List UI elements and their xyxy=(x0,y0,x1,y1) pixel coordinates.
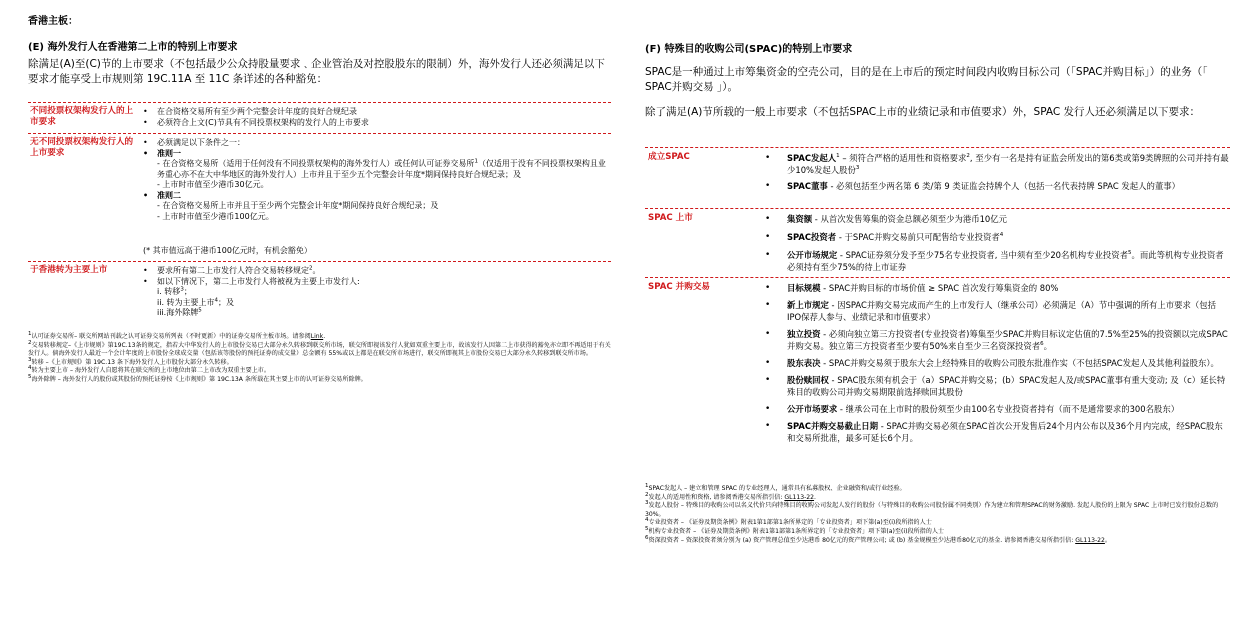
criterion-two-line-1: - 在合资格交易所上市并且于至少两个完整会计年度*期间保持良好合规纪录；及 xyxy=(157,201,439,210)
bullet-item: • 公开市场要求 - 继承公司在上市时的股份须至少由100名专业投资者持有（而不是通常要求的300名股东） xyxy=(765,403,1230,415)
section-e-intro: 除满足(A)至(C)节的上市要求（不包括最少公众持股量要求﹑企业管治及对控股股东的限制）外，海外发行人还必须满足以下要求才能享受上市规则第 19C.11A 至 11C 条详述的各种豁免： xyxy=(28,58,605,85)
footnote: $^1$认可证券交易所– 联交所网站刊载之认可证券交易所列表（不时更新）中的证券交易所主板市场。请参阅Link. xyxy=(28,330,326,340)
row-bullets xyxy=(143,266,611,319)
bullet-item: • 在合资格交易所有至少两个完整会计年度的良好合规纪录 xyxy=(143,107,611,118)
bullet-item: • SPAC投资者 - 于SPAC并购交易前只可配售给专业投资者$^4$ xyxy=(765,231,1230,243)
criterion-two-title: • 准则二 xyxy=(143,191,611,202)
footnote: $^5$海外除牌 – 海外发行人的股份或其股份的预托证券按《上市规则》第 19C.13A 条所载在其主要上市的认可证券交易所除牌。 xyxy=(28,373,367,383)
footnote: $^3$转移 –《上市规则》第 19C.13 条下海外发行人上市股份大部分永久转移。 xyxy=(28,356,233,366)
row-label: 成立SPAC xyxy=(648,152,690,162)
bullet-item: • 公开市场规定 - SPAC证券须分发予至少75名专业投资者, 当中须有至少20名机构专业投资者$^5$。而此等机构专业投资者必须持有至少75%的待上市证券 xyxy=(765,249,1230,273)
section-f-intro-1: SPAC是一种通过上市筹集资金的空壳公司，目的是在上市后的预定时间段内收购目标公司（「SPAC并购目标」）的业务（「 SPAC并购交易 」）。 xyxy=(645,66,1208,93)
bullet-item: • 独立投资 - 必须向独立第三方投资者(专业投资者)筹集至少SPAC并购目标议定估值的7.5%至25%的投资额以完成SPAC并购交易。独立第三方投资者至少要有50%来自至少三名资深投资者$^6$。 xyxy=(765,328,1230,352)
row-label: 无不同投票权架构发行人的上市要求 xyxy=(30,137,134,158)
section-e-title: (E) 海外发行人在香港第二上市的特别上市要求 xyxy=(28,42,238,53)
sub-item: iii.海外除牌$^5$ xyxy=(157,307,202,317)
bullet-item: • 要求所有第二上市发行人符合交易转移规定$^2$。 xyxy=(143,266,611,277)
bullet-item: • 股份赎回权 - SPAC股东须有机会于（a）SPAC并购交易；(b）SPAC发起人及/或SPAC董事有重大变动; 及（c）延长特殊目的收购公司并购交易期限前选择赎回其股份 xyxy=(765,374,1230,398)
footnote: $^6$资深投资者 – 资深投资者须分别为 (a) 资产管理总值至少达港币 80亿元的资产管理公司; 或 (b) 基金规模至少达港币80亿元的基金. 请参阅香港交易所指引信: GL113-22。 xyxy=(645,534,1112,544)
criterion-one-line-1: - 在合资格交易所（适用于任何没有不同投票权架构的海外发行人）或任何认可证券交易所$^1$（仅适用于没有不同投票权架构且业务重心亦不在大中华地区的海外发行人）上市并且于至少五个完整会计年度*期间保持良好合规纪录；及 xyxy=(157,158,606,179)
main-board-title: 香港主板： xyxy=(28,16,78,27)
spac-requirement-row xyxy=(645,147,1230,206)
row-label: SPAC 上市 xyxy=(648,213,693,223)
row-label: 于香港转为主要上市 xyxy=(30,265,108,275)
sub-item: ii. 转为主要上市$^4$；及 xyxy=(157,296,235,307)
bullet-item: • SPAC发起人$^1$ – 须符合严格的适用性和资格要求$^2$, 至少有一名是持有证监会所发出的第6类或第9类牌照的公司并持有最少10%发起人股份$^3$ xyxy=(765,152,1230,176)
spac-requirement-row xyxy=(645,277,1230,478)
bullet-item: • 目标规模 - SPAC并购目标的市场价值 ≥ SPAC 首次发行筹集资金的 80% xyxy=(765,282,1230,294)
footnote: $^2$发起人的适用性和资格, 请参阅香港交易所指引信: GL113-22. xyxy=(645,491,816,501)
bullet-item: • 必须符合上文(C)节具有不同投票权架构的发行人的上市要求 xyxy=(143,118,611,129)
row-bullets xyxy=(143,107,611,128)
bullet-item: • 必须满足以下条件之一： xyxy=(143,138,611,149)
spac-requirement-row xyxy=(645,208,1230,279)
section-f-intro-2: 除了满足(A)节所载的一般上市要求（不包括SPAC上市的业绩记录和市值要求）外，SPAC 发行人还必须满足以下要求： xyxy=(645,106,1201,118)
row-bullets xyxy=(765,152,1230,192)
row-bullets xyxy=(765,282,1230,444)
footnote: $^5$机构专业投资者 – 《证券及期货条例》附表1第1部第1条所界定的「专业投资者」项下第(a)至(i)段所指的人士 xyxy=(645,525,945,535)
bullet-item: • 股东表决 - SPAC并购交易须于股东大会上经特殊目的收购公司股东批准作实（不包括SPAC发起人及其他利益股东）。 xyxy=(765,357,1230,369)
left-footnotes xyxy=(28,330,611,385)
footnote-link[interactable]: GL113-22 xyxy=(1075,536,1105,544)
row-bullets xyxy=(143,138,611,222)
bullet-item: • SPAC董事 - 必须包括至少两名第 6 类/第 9 类证监会持牌个人（包括一名代表持牌 SPAC 发起人的董事） xyxy=(765,180,1230,192)
requirement-row xyxy=(28,261,611,324)
footnote: $^4$转为主要上市 – 海外发行人自愿将其在联交所的上市地位由第二上市改为双重主要上市。 xyxy=(28,365,270,375)
criterion-one-line-2: - 上市时市值至少港币30亿元。 xyxy=(157,180,269,189)
footnote-link[interactable]: GL113-22 xyxy=(784,493,815,501)
footnote: $^3$发起人股份 – 特殊目的收购公司以名义代价只向特殊目的收购公司发起人发行的股份（与特殊目的收购公司股份属不同类别）作为建立和管理SPAC的财务激励. 发起人股份的上限为 SPAC 上市时已发行股份总数的 30%。 xyxy=(645,500,1219,518)
row-label: 不同投票权架构发行人的上市要求 xyxy=(30,106,134,127)
right-footnotes xyxy=(645,482,1230,545)
footnote: $^1$SPAC发起人 – 建立和管理 SPAC 的专业经理人，通常具有私募股权、企业融资和/或行业经验。 xyxy=(645,482,906,492)
requirement-row xyxy=(28,102,611,131)
bullet-item: • 如以下情况下，第二上市发行人将被视为主要上市发行人: xyxy=(143,277,611,288)
bullet-item: • SPAC并购交易截止日期 - SPAC并购交易必须在SPAC首次公开发售后24个月内公布以及36个月内完成，经SPAC股东和交易所批准，最多可延长6个月。 xyxy=(765,420,1230,444)
criterion-one-title: • 准则一 xyxy=(143,149,611,160)
footnote: $^4$专业投资者 – 《证券及期货条例》附表1第1部第1条所界定的「专业投资者」项下第(a)至(i)段所指的人士 xyxy=(645,517,932,527)
requirement-row xyxy=(28,133,611,260)
sub-item: i. 转移$^3$； xyxy=(157,286,192,296)
section-f-title: (F) 特殊目的收购公司(SPAC)的特别上市要求 xyxy=(645,44,853,55)
market-cap-note: (* 其市值远高于港币100亿元时，有机会豁免） xyxy=(143,246,312,255)
footnote-link[interactable]: Link xyxy=(310,333,324,340)
bullet-item: • 新上市规定 - 因SPAC并购交易完成而产生的上市发行人（继承公司）必须满足（A）节中强调的所有上市要求（包括 IPO保荐人参与、业绩记录和市值要求） xyxy=(765,299,1230,323)
row-bullets xyxy=(765,213,1230,273)
row-label: SPAC 并购交易 xyxy=(648,282,711,292)
criterion-two-line-2: - 上市时市值至少港币100亿元。 xyxy=(157,211,274,221)
footnote: $^2$交易转移规定–《上市规则》第19C.13条的规定，指若大中华发行人的上市股份交易已大部分永久转移到联交所市场，联交所即视该发行人犹如双重主要上市，故该发行人因第二上市获得的豁免亦立即不再适用于有关发行人。倘海外发行人最近一个会计年度的上市股份全球成交量（包括该等股份的预托证券的成交量）总金额有 55%或以上都是在联交所市场进行，联交所即视其上市股份交易已大部分永久转移到联交所市场。 xyxy=(28,339,611,358)
bullet-item: • 集资额 - 从首次发售筹集的资金总额必须至少为港币10亿元 xyxy=(765,213,1230,225)
